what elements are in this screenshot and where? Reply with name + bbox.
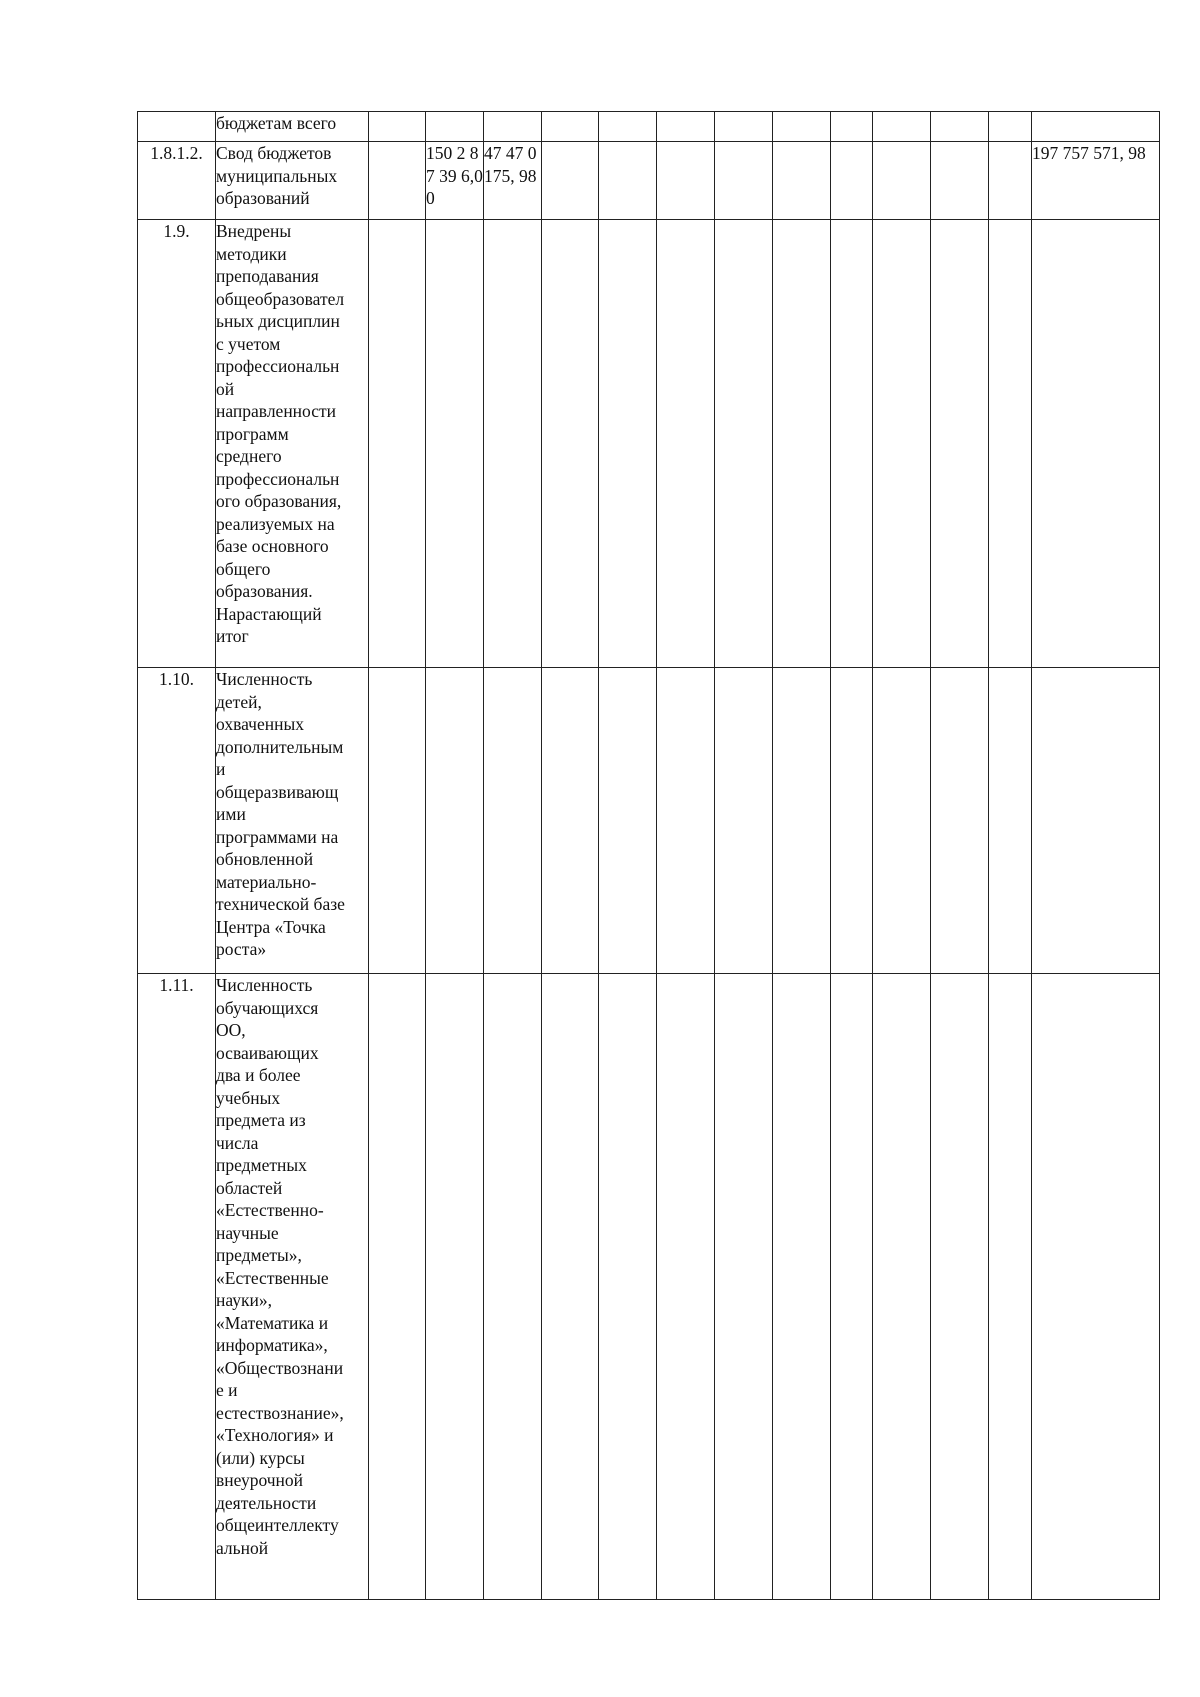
empty-cell <box>657 974 715 1600</box>
empty-cell <box>599 220 657 668</box>
total-cell <box>1032 220 1160 668</box>
indicator-name-line: научные <box>216 1222 279 1243</box>
row-number: 1.8.1.2. <box>138 142 216 220</box>
empty-cell <box>773 220 831 668</box>
value-cell-b <box>484 112 542 142</box>
indicator-name-line: (или) курсы <box>216 1447 305 1468</box>
empty-cell <box>715 220 773 668</box>
empty-cell <box>873 220 931 668</box>
table-body <box>138 112 1160 1600</box>
empty-cell <box>542 220 599 668</box>
indicator-name-line: дополнительным <box>216 736 344 757</box>
table-row <box>138 142 1160 220</box>
empty-cell <box>542 142 599 220</box>
indicator-name-line: «Естественные <box>216 1267 329 1288</box>
empty-cell <box>369 974 426 1600</box>
value-cell-b <box>484 974 542 1600</box>
indicator-name-line: общеинтеллекту <box>216 1515 339 1535</box>
value-cell-a <box>426 668 484 974</box>
empty-cell <box>657 112 715 142</box>
table-row <box>138 220 1160 668</box>
indicator-name-line: областей <box>216 1177 283 1198</box>
empty-cell <box>989 142 1032 220</box>
value-cell-a: 150 2 87 39 6,00 <box>426 142 484 220</box>
empty-cell <box>657 142 715 220</box>
indicator-name-line: числа <box>216 1132 259 1153</box>
empty-cell <box>831 974 873 1600</box>
row-number <box>138 112 216 142</box>
indicator-name-line: «Естественно- <box>216 1200 324 1220</box>
indicator-name <box>216 974 369 1600</box>
empty-cell <box>831 220 873 668</box>
indicator-name-line: детей, <box>216 691 262 712</box>
indicator-name <box>216 220 369 668</box>
empty-cell <box>715 142 773 220</box>
empty-cell <box>931 142 989 220</box>
indicator-name <box>216 112 369 142</box>
empty-cell <box>931 112 989 142</box>
indicator-name-line: науки», <box>216 1290 272 1310</box>
empty-cell <box>369 668 426 974</box>
indicator-name-line: профессиональн <box>216 468 340 489</box>
indicator-name-line: предметных <box>216 1155 307 1175</box>
indicator-name-line: образований <box>216 188 310 208</box>
indicator-name-line: преподавания <box>216 266 319 286</box>
row-number: 1.11. <box>138 974 216 1600</box>
row-number: 1.9. <box>138 220 216 668</box>
table-row <box>138 112 1160 142</box>
empty-cell <box>715 668 773 974</box>
indicator-name-line: Численность <box>216 669 313 689</box>
indicator-name-line: программ <box>216 423 289 444</box>
empty-cell <box>657 220 715 668</box>
empty-cell <box>773 142 831 220</box>
indicator-name-line: реализуемых на <box>216 513 335 534</box>
indicator-name-line: информатика», <box>216 1335 328 1355</box>
empty-cell <box>931 220 989 668</box>
empty-cell <box>599 668 657 974</box>
indicator-name-line: итог <box>216 626 249 646</box>
indicator-name-line: внеурочной <box>216 1470 304 1490</box>
indicator-name-line: охваченных <box>216 714 304 734</box>
empty-cell <box>831 112 873 142</box>
indicator-name-line: программами на <box>216 826 339 847</box>
empty-cell <box>873 974 931 1600</box>
indicator-name-line: е и <box>216 1380 238 1400</box>
indicator-name-line: профессиональн <box>216 356 340 376</box>
indicator-name-line: образования. <box>216 581 313 601</box>
indicator-name-line: Численность <box>216 975 313 995</box>
indicator-name-line: среднего <box>216 446 282 466</box>
indicator-name <box>216 142 369 220</box>
indicator-name-line: общеразвивающ <box>216 781 339 802</box>
indicator-name-line: обучающихся <box>216 997 319 1018</box>
empty-cell <box>773 112 831 142</box>
empty-cell <box>989 112 1032 142</box>
indicator-name-line: базе основного <box>216 536 329 556</box>
empty-cell <box>873 668 931 974</box>
indicator-name-line: естествознание», <box>216 1402 344 1423</box>
empty-cell <box>989 220 1032 668</box>
empty-cell <box>369 112 426 142</box>
empty-cell <box>542 974 599 1600</box>
empty-cell <box>873 142 931 220</box>
indicator-name-line: методики <box>216 243 287 264</box>
indicator-name-line: Центра «Точка <box>216 916 326 937</box>
empty-cell <box>873 112 931 142</box>
row-number: 1.10. <box>138 668 216 974</box>
indicator-name-line: роста» <box>216 939 267 959</box>
empty-cell <box>831 668 873 974</box>
empty-cell <box>657 668 715 974</box>
empty-cell <box>773 668 831 974</box>
total-cell <box>1032 112 1160 142</box>
indicator-name-line: и <box>216 759 226 779</box>
empty-cell <box>989 974 1032 1600</box>
empty-cell <box>542 668 599 974</box>
indicator-name-line: альной <box>216 1537 269 1558</box>
indicator-name-line: направленности <box>216 401 337 421</box>
indicator-name-line: материально- <box>216 871 317 892</box>
empty-cell <box>715 974 773 1600</box>
empty-cell <box>931 668 989 974</box>
empty-cell <box>715 112 773 142</box>
table-row <box>138 974 1160 1600</box>
indicator-name-line: ими <box>216 804 246 824</box>
total-cell <box>1032 974 1160 1600</box>
total-cell <box>1032 668 1160 974</box>
indicator-name-line: «Технология» и <box>216 1425 334 1445</box>
indicator-name-line: предметы», <box>216 1245 302 1265</box>
empty-cell <box>542 112 599 142</box>
empty-cell <box>773 974 831 1600</box>
table-row <box>138 668 1160 974</box>
value-cell-a <box>426 112 484 142</box>
empty-cell <box>369 220 426 668</box>
indicator-name-line: Внедрены <box>216 221 292 241</box>
empty-cell <box>831 142 873 220</box>
indicator-name-line: Нарастающий <box>216 603 322 624</box>
data-table <box>137 111 1160 1600</box>
empty-cell <box>989 668 1032 974</box>
indicator-name-line: осваивающих <box>216 1042 319 1063</box>
indicator-name-line: предмета из <box>216 1110 306 1130</box>
indicator-name-line: ого образования, <box>216 491 342 511</box>
indicator-name-line: ОО, <box>216 1020 246 1040</box>
indicator-name-line: Свод бюджетов <box>216 143 332 163</box>
indicator-name-line: учебных <box>216 1087 281 1108</box>
indicator-name-line: бюджетам всего <box>216 113 337 133</box>
indicator-name-line: «Обществознани <box>216 1357 344 1378</box>
value-cell-b <box>484 220 542 668</box>
indicator-name-line: ой <box>216 378 235 399</box>
indicator-name-line: «Математика и <box>216 1312 329 1333</box>
empty-cell <box>599 112 657 142</box>
indicator-name-line: с учетом <box>216 333 281 354</box>
value-cell-b <box>484 668 542 974</box>
indicator-name-line: деятельности <box>216 1492 317 1513</box>
indicator-name-line: обновленной <box>216 849 314 869</box>
value-cell-a <box>426 974 484 1600</box>
indicator-name-line: два и более <box>216 1065 301 1085</box>
indicator-name-line: общеобразовател <box>216 288 345 309</box>
empty-cell <box>369 142 426 220</box>
empty-cell <box>599 974 657 1600</box>
total-cell: 197 757 571, 98 <box>1032 142 1160 220</box>
indicator-name <box>216 668 369 974</box>
indicator-name-line: ьных дисциплин <box>216 311 340 331</box>
indicator-name-line: муниципальных <box>216 165 338 186</box>
value-cell-b: 47 47 0 175, 98 <box>484 142 542 220</box>
indicator-name-line: общего <box>216 558 271 579</box>
indicator-name-line: технической базе <box>216 894 345 914</box>
value-cell-a <box>426 220 484 668</box>
empty-cell <box>931 974 989 1600</box>
empty-cell <box>599 142 657 220</box>
